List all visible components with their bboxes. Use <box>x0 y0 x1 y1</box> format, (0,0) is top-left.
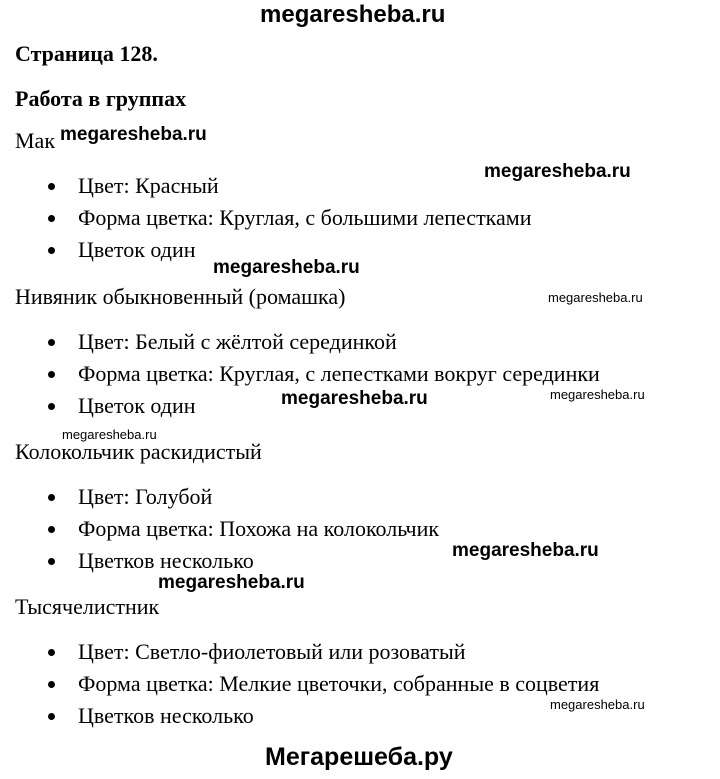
section-heading: Работа в группах <box>15 86 187 111</box>
plant-name: Нивяник обыкновенный (ромашка) <box>15 284 346 309</box>
watermark-bold: megaresheba.ru <box>484 161 631 182</box>
watermark-bold: megaresheba.ru <box>281 388 428 409</box>
watermark-small: megaresheba.ru <box>548 290 643 305</box>
bullet-icon <box>48 215 55 222</box>
watermark-small: megaresheba.ru <box>62 427 157 442</box>
plant-property-list <box>0 636 599 732</box>
property-text: Цвет: Голубой <box>78 484 213 509</box>
bullet-icon <box>48 403 55 410</box>
property-text: Цветков несколько <box>78 548 254 573</box>
property-text: Цвет: Красный <box>78 173 219 198</box>
bullet-icon <box>48 681 55 688</box>
bullet-icon <box>48 526 55 533</box>
list-item <box>0 202 532 234</box>
watermark-bold: megaresheba.ru <box>452 540 599 561</box>
property-text: Цветков несколько <box>78 703 254 728</box>
property-text: Форма цветка: Мелкие цветочки, собранные в соцветия <box>78 671 600 696</box>
page-heading: Страница 128. <box>15 41 158 66</box>
plant-name: Колокольчик раскидистый <box>15 439 262 464</box>
watermark-top: megaresheba.ru <box>260 1 446 28</box>
property-text: Форма цветка: Круглая, с лепестками вокруг серединки <box>78 361 600 386</box>
plant-name: Тысячелистник <box>15 594 160 619</box>
bullet-icon <box>48 247 55 254</box>
list-item <box>0 170 532 202</box>
property-text: Цвет: Белый с жёлтой серединкой <box>78 329 397 354</box>
property-text: Цветок один <box>78 237 196 262</box>
list-item <box>0 513 439 545</box>
list-item <box>0 668 599 700</box>
bullet-icon <box>48 494 55 501</box>
watermark-footer: Мегарешеба.ру <box>265 743 453 771</box>
list-item <box>0 636 599 668</box>
watermark-bold: megaresheba.ru <box>213 257 360 278</box>
bullet-icon <box>48 713 55 720</box>
property-text: Форма цветка: Круглая, с большими лепестками <box>78 205 532 230</box>
bullet-icon <box>48 649 55 656</box>
plant-property-list <box>0 481 439 577</box>
property-text: Цветок один <box>78 393 196 418</box>
watermark-bold: megaresheba.ru <box>158 572 305 593</box>
bullet-icon <box>48 339 55 346</box>
property-text: Цвет: Светло-фиолетовый или розоватый <box>78 639 466 664</box>
property-text: Форма цветка: Похожа на колокольчик <box>78 516 440 541</box>
watermark-bold: megaresheba.ru <box>60 124 207 145</box>
watermark-small: megaresheba.ru <box>550 697 645 712</box>
bullet-icon <box>48 558 55 565</box>
list-item <box>0 326 600 358</box>
list-item <box>0 481 439 513</box>
bullet-icon <box>48 183 55 190</box>
list-item <box>0 358 600 390</box>
plant-name: Мак <box>15 128 56 153</box>
bullet-icon <box>48 371 55 378</box>
plant-property-list <box>0 170 532 266</box>
list-item <box>0 700 599 732</box>
watermark-small: megaresheba.ru <box>550 387 645 402</box>
